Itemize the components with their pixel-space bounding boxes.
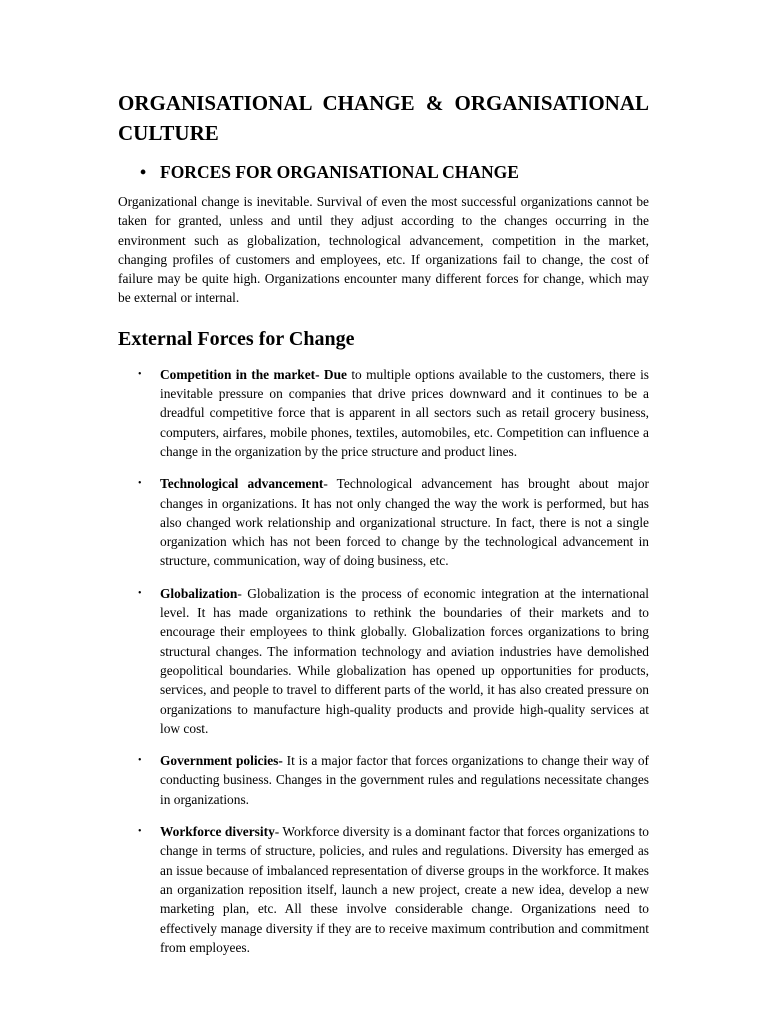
forces-bullet-heading: [140, 160, 649, 184]
force-name: Globalization: [160, 585, 238, 601]
force-body: [160, 365, 649, 461]
force-name: Competition in the market- Due: [160, 366, 347, 382]
force-text: to multiple options available to the customers, there is inevitable pressure on companies that drive prices downward and it continues to be a dreadful competitive force that is apparent in all sectors such as retail grocery business, computers, airfares, mobile phones, textiles, automobiles, etc. Competition can influence a change in the organization by the price structure and product lines.: [160, 366, 650, 459]
force-text: It is a major factor that forces organizations to change their way of conducting business. Changes in the government rules and regulations necessitate changes in organizations.: [160, 753, 649, 807]
force-item-workforce-diversity: [118, 822, 649, 957]
force-text: - Technological advancement has brought about major changes in organizations. It has not only changed the way the work is performed, but has also changed work relationship and organizational structure. In fact, there is not a single organization which has not been forced to change by the technological advancement in structure, communication, way of doing business, etc.: [160, 476, 649, 569]
force-item-government-policies: [118, 751, 649, 809]
bullet-icon: •: [138, 755, 142, 767]
bullet-icon: •: [138, 826, 142, 838]
force-text: - Workforce diversity is a dominant factor that forces organizations to change in terms of structure, policies, and rules and regulations. Diversity has emerged as an issue because of imbalanced representation of diverse groups in the workforce. It makes an organization reposition itself, launch a new project, create a new idea, develop a new marketing plan, etc. All these involve considerable change. Organizations need to effectively manage diversity if they are to receive maximum contribution and commitment from employees.: [160, 824, 649, 955]
force-item-technology: [118, 474, 649, 570]
force-body: [160, 584, 649, 738]
force-name: Workforce diversity: [160, 824, 275, 840]
force-name: Government policies-: [160, 753, 283, 769]
external-forces-heading: External Forces for Change: [118, 327, 355, 350]
force-body: [160, 822, 649, 957]
force-text: - Globalization is the process of economic integration at the international level. It has made organizations to rethink the boundaries of their markets and to encourage their employees to think globally. Globalization forces organizations to bring structural changes. The information technology and aviation industries have demolished geopolitical boundaries. While globalization has opened up opportunities for products, services, and people to travel to different parts of the world, it has also created pressure on organizations to manufacture high-quality products and provide high-quality services at low cost.: [160, 585, 649, 736]
force-body: [160, 474, 649, 570]
bullet-icon: •: [138, 587, 142, 599]
force-name: Technological advancement: [160, 476, 324, 492]
force-item-competition: [118, 365, 649, 461]
document-title: ORGANISATIONAL CHANGE & ORGANISATIONAL CULTURE: [118, 91, 649, 145]
external-forces-list: [118, 365, 649, 957]
bullet-icon: •: [138, 368, 142, 380]
forces-heading-text: FORCES FOR ORGANISATIONAL CHANGE: [160, 162, 519, 182]
force-item-globalization: [118, 584, 649, 738]
bullet-icon: •: [140, 162, 147, 182]
intro-paragraph: Organizational change is inevitable. Survival of even the most successful organizations cannot be taken for granted, unless and until they adjust according to the changes occurring in the environment such as globalization, technological advancement, competition in the market, changing profiles of customers and employees, etc. If organizations fail to change, the cost of failure may be quite high. Organizations encounter many different forces for change, which may be external or internal.: [118, 194, 649, 306]
force-body: [160, 751, 649, 809]
bullet-icon: •: [138, 478, 142, 490]
